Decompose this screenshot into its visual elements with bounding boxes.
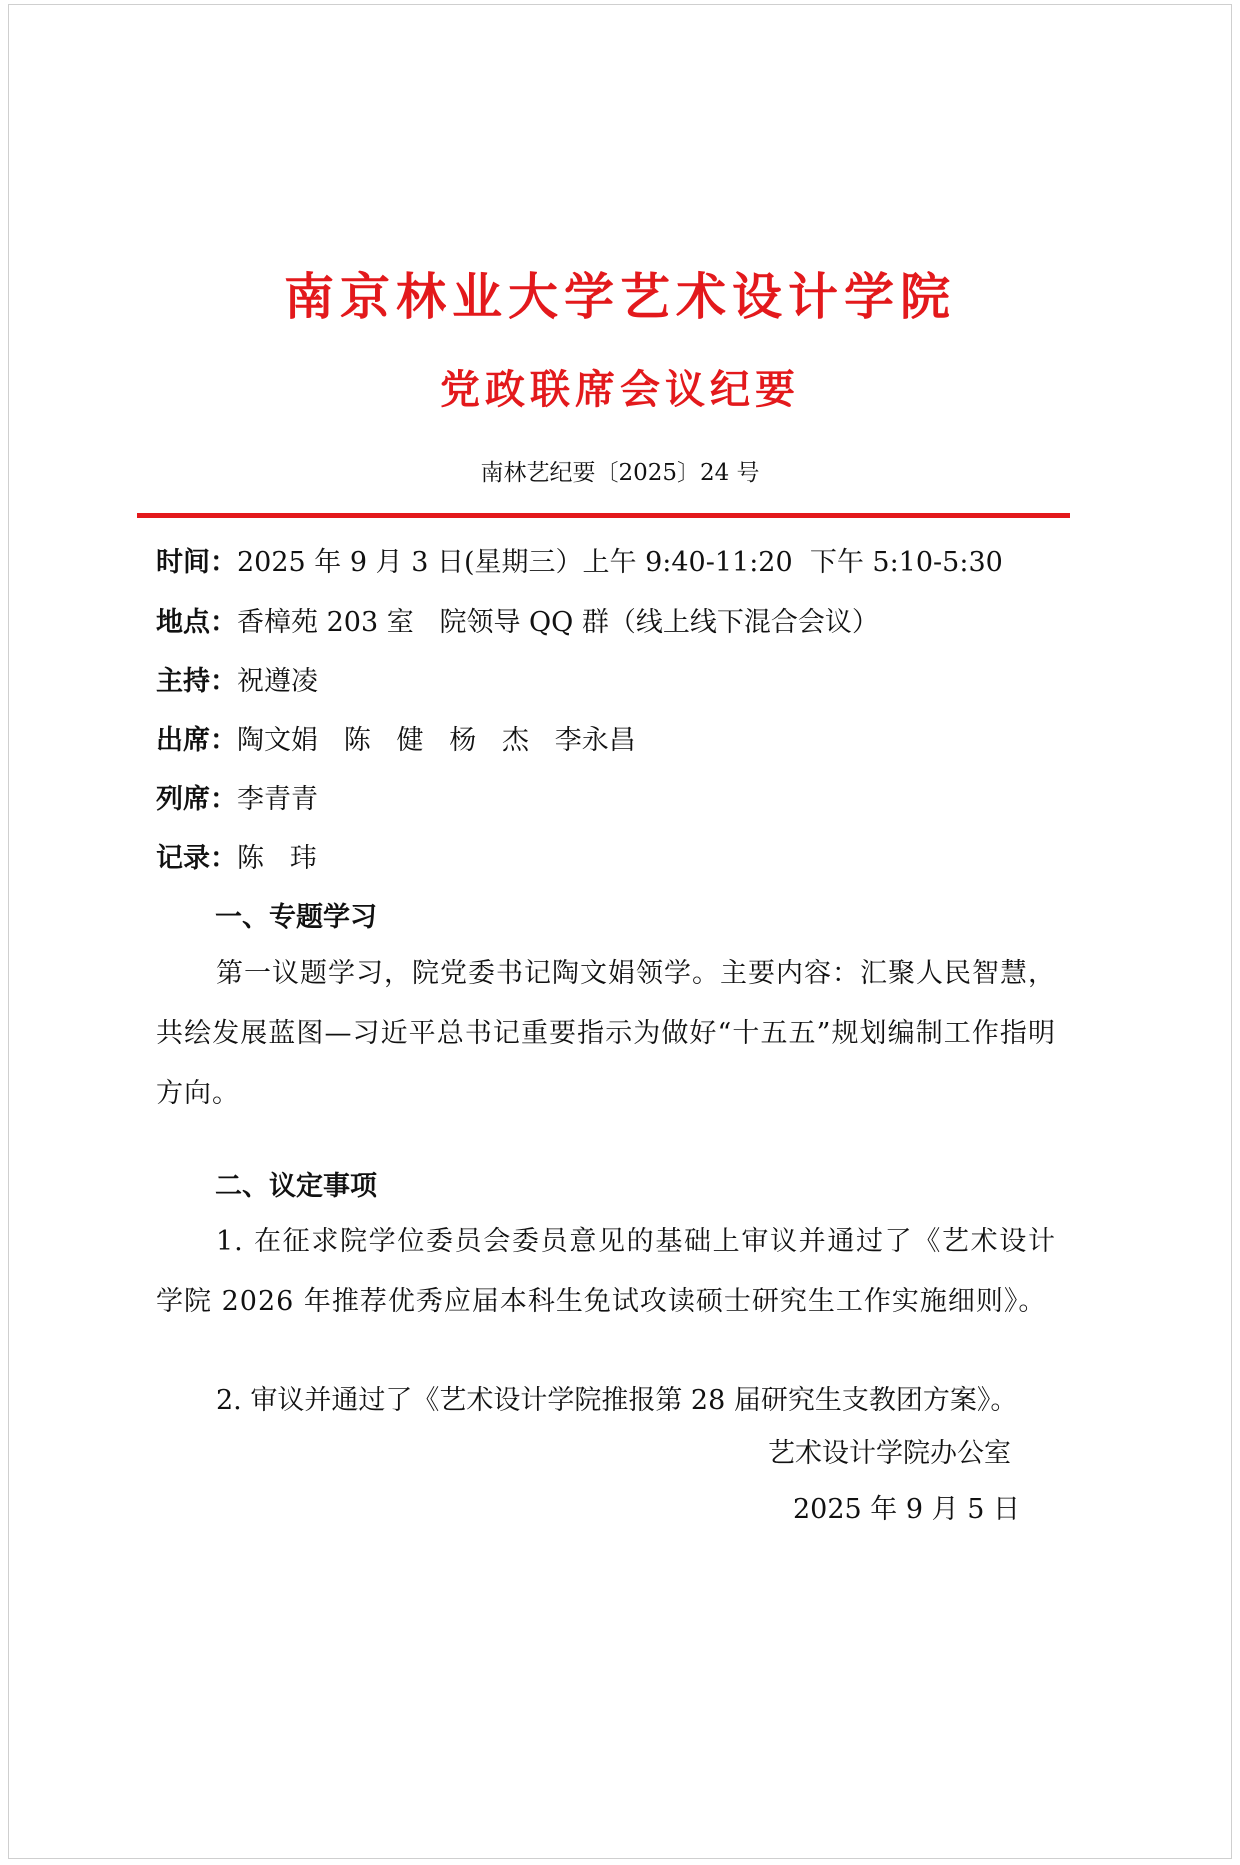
info-observers-label: 列席：: [156, 784, 237, 815]
institution-title: 南京林业大学艺术设计学院: [284, 268, 956, 326]
info-location-value: 香樟苑 203 室 院领导 QQ 群（线上线下混合会议）: [237, 607, 879, 638]
red-divider-line: [137, 513, 1070, 518]
info-observers-value: 李青青: [237, 784, 318, 815]
info-time: [156, 543, 1003, 583]
document-type-title: 党政联席会议纪要: [440, 367, 800, 413]
info-observers: [156, 780, 318, 820]
signature-date: 2025 年 9 月 5 日: [793, 1494, 1020, 1525]
info-host-label: 主持：: [156, 666, 237, 697]
info-location-label: 地点：: [156, 607, 237, 638]
info-attendees-label: 出席：: [156, 725, 237, 756]
info-attendees: [156, 721, 636, 761]
document-number: 南林艺纪要〔2025〕24 号: [480, 460, 760, 486]
info-recorder-label: 记录：: [156, 843, 237, 874]
info-time-value: 2025 年 9 月 3 日(星期三）上午 9:40-11:20 下午 5:10-5:30: [237, 547, 1003, 578]
decision-item-2: 2. 审议并通过了《艺术设计学院推报第 28 届研究生支教团方案》。: [216, 1385, 1018, 1416]
info-host-value: 祝遵凌: [237, 666, 318, 697]
info-attendees-value: 陶文娟 陈 健 杨 杰 李永昌: [237, 725, 636, 756]
section-heading-study: 一、专题学习: [215, 902, 377, 933]
info-recorder: [156, 839, 317, 879]
decision-item-1: 1. 在征求院学位委员会委员意见的基础上审议并通过了《艺术设计学院 2026 年推荐优秀应届本科生免试攻读硕士研究生工作实施细则》。: [156, 1226, 1056, 1317]
info-location: [156, 603, 879, 643]
info-recorder-value: 陈 玮: [237, 843, 317, 874]
section-heading-decisions: 二、议定事项: [215, 1171, 377, 1202]
section-study-paragraph: 第一议题学习，院党委书记陶文娟领学。主要内容：汇聚人民智慧，共绘发展蓝图—习近平总书记重要指示为做好“十五五”规划编制工作指明方向。: [156, 958, 1056, 1109]
info-host: [156, 662, 318, 702]
signature-office: 艺术设计学院办公室: [768, 1438, 1011, 1469]
info-time-label: 时间：: [156, 547, 237, 578]
